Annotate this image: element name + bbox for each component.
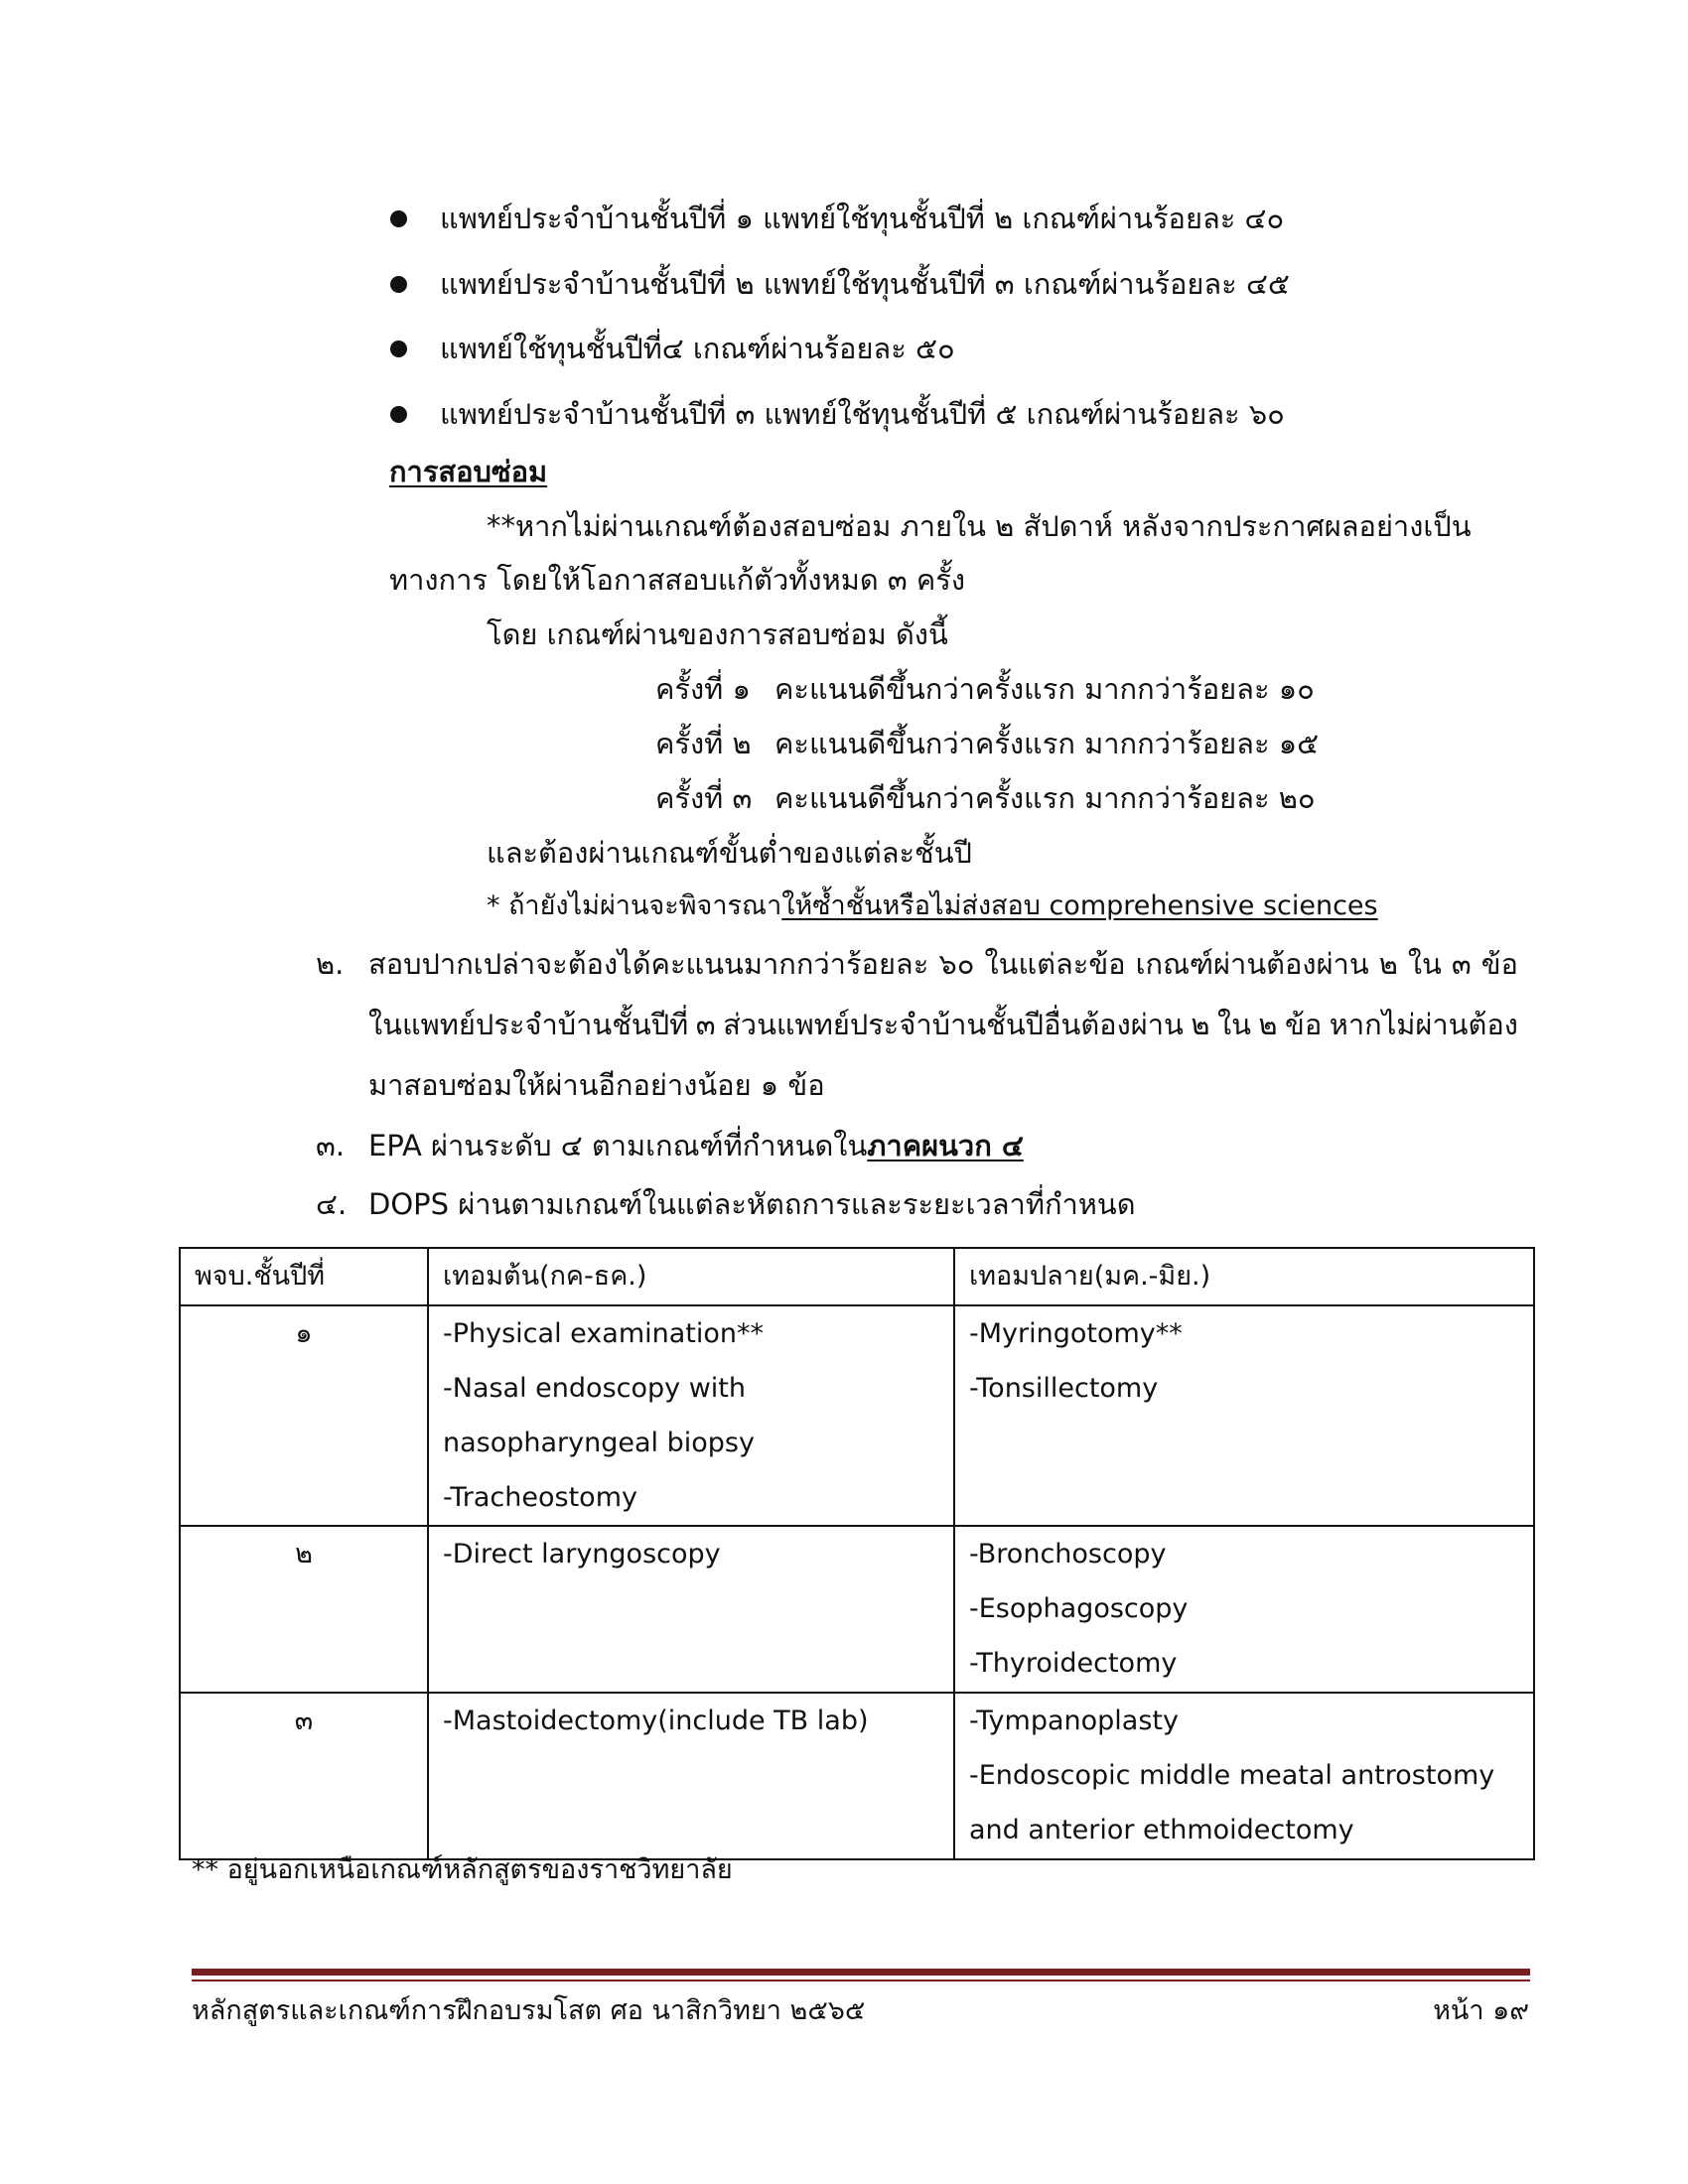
item-2-word: ในแพทย์ประจำบ้านชั้นปีที่ [368,1008,689,1041]
item-2-word: ๖๐ [938,947,975,981]
bullet-dot-icon [390,406,407,423]
item-2-word: ใน [1216,1008,1251,1041]
item-2-word: ข้อ [1480,947,1518,981]
procedure-item: -Physical examination** [443,1318,764,1349]
procedure-item: -Nasal endoscopy with [443,1373,746,1404]
retest-attempt-text: คะแนนดีขึ้นกว่าครั้งแรก มากกว่าร้อยละ ๑๕ [774,727,1320,760]
item-2-line-3: มาสอบซ่อมให้ผ่านอีกอย่างน้อย ๑ ข้อ [368,1068,825,1102]
item-2-word: ๓ [1451,947,1472,981]
item-2-word: ๓ [695,1008,716,1041]
bullet-dot-icon [390,276,407,293]
item-3-body: EPA ผ่านระดับ ๔ ตามเกณฑ์ที่กำหนดใน [368,1129,868,1162]
footer-divider-thin [192,1979,1530,1981]
second-term-cell [954,1693,1534,1859]
retest-attempt-label: ครั้งที่ ๒ [655,727,752,760]
retest-attempt-text: คะแนนดีขึ้นกว่าครั้งแรก มากกว่าร้อยละ ๑๐ [774,672,1315,706]
appendix-4-link[interactable]: ภาคผนวก ๔ [867,1129,1024,1162]
retest-paragraph-line-1: **หากไม่ผ่านเกณฑ์ต้องสอบซ่อม ภายใน ๒ สัปดาห์ หลังจากประกาศผลอย่างเป็น [487,509,1472,543]
footer-title: หลักสูตรและเกณฑ์การฝึกอบรมโสต ศอ นาสิกวิทยา ๒๕๖๕ [192,1995,866,2026]
criteria-bullet-2: แพทย์ประจำบ้านชั้นปีที่ ๒ แพทย์ใช้ทุนชั้นปีที่ ๓ เกณฑ์ผ่านร้อยละ ๔๕ [440,267,1290,301]
retest-attempt-text: คะแนนดีขึ้นกว่าครั้งแรก มากกว่าร้อยละ ๒๐ [774,781,1316,815]
criteria-bullet-3: แพทย์ใช้ทุนชั้นปีที่๔ เกณฑ์ผ่านร้อยละ ๕๐ [440,332,955,365]
year-value: ๓ [294,1706,314,1736]
column-header-year: พจบ.ชั้นปีที่ [180,1248,428,1305]
dops-table [179,1247,1535,1860]
item-2-word: ๒ [1258,1008,1278,1041]
table-row [180,1693,1534,1859]
item-3-text [368,1126,1024,1165]
retest-minimum-line: และต้องผ่านเกณฑ์ขั้นต่ำของแต่ละชั้นปี [487,836,972,870]
item-2-word: ใน [1407,947,1442,981]
year-cell [180,1305,428,1526]
bullet-dot-icon [390,210,407,227]
procedure-item: -Myringotomy** [969,1318,1183,1349]
retest-note [487,887,1378,926]
procedure-item: nasopharyngeal biopsy [443,1428,755,1458]
footer-divider [192,1969,1530,1976]
item-2-word: ๒ [1191,1008,1210,1041]
item-2-word: ๒ [1378,947,1398,981]
item-2-number: ๒. [316,947,345,981]
item-2-word: หากไม่ผ่านต้อง [1329,1008,1518,1041]
procedure-item: -Tonsillectomy [969,1373,1159,1404]
procedure-item: and anterior ethmoidectomy [969,1815,1354,1845]
column-header-second-term: เทอมปลาย(มค.-มิย.) [954,1248,1534,1305]
procedure-item: -Endoscopic middle meatal antrostomy [969,1760,1495,1791]
table-row [180,1526,1534,1693]
procedure-item: -Bronchoscopy [969,1539,1167,1570]
criteria-bullet-1: แพทย์ประจำบ้านชั้นปีที่ ๑ แพทย์ใช้ทุนชั้นปีที่ ๒ เกณฑ์ผ่านร้อยละ ๔๐ [440,202,1285,235]
item-2-word: เกณฑ์ผ่านต้องผ่าน [1135,947,1369,981]
table-footnote: ** อยู่นอกเหนือเกณฑ์หลักสูตรของราชวิทยาลัย [192,1854,733,1885]
procedure-item: -Tympanoplasty [969,1706,1179,1736]
item-2-word: ส่วนแพทย์ประจำบ้านชั้นปีอื่นต้องผ่าน [723,1008,1184,1041]
procedure-item: -Mastoidectomy(include TB lab) [443,1706,869,1736]
year-value: ๑ [295,1318,313,1349]
retest-criteria-intro: โดย เกณฑ์ผ่านของการสอบซ่อม ดังนี้ [487,617,948,651]
footer-page-number: หน้า ๑๙ [1433,1995,1529,2026]
retest-heading: การสอบซ่อม [389,455,548,488]
table-header-row [180,1248,1534,1305]
year-cell [180,1526,428,1693]
item-2-word: ข้อ [1285,1008,1323,1041]
year-cell [180,1693,428,1859]
retest-note-prefix: * ถ้ายังไม่ผ่านจะพิจารณา [487,890,782,921]
retest-attempt-label: ครั้งที่ ๑ [655,672,751,706]
item-2-word: ในแต่ละข้อ [984,947,1126,981]
procedure-item: -Tracheostomy [443,1482,637,1513]
first-term-cell [428,1526,954,1693]
column-header-first-term: เทอมต้น(กค-ธค.) [428,1248,954,1305]
item-2-line-1 [368,944,1518,984]
procedure-item: -Direct laryngoscopy [443,1539,721,1570]
year-value: ๒ [295,1539,313,1570]
table-row [180,1305,1534,1526]
retest-attempt-label: ครั้งที่ ๓ [655,781,753,815]
second-term-cell [954,1305,1534,1526]
procedure-item: -Thyroidectomy [969,1648,1178,1679]
first-term-cell [428,1305,954,1526]
item-3-number: ๓. [316,1129,346,1162]
bullet-dot-icon [390,341,407,357]
second-term-cell [954,1526,1534,1693]
item-2-word: สอบปากเปล่าจะต้องได้คะแนนมากกว่าร้อยละ [368,947,929,981]
item-4-number: ๔. [316,1187,348,1221]
retest-note-underlined: ให้ซ้ำชั้นหรือไม่ส่งสอบ comprehensive sciences [781,890,1378,921]
first-term-cell [428,1693,954,1859]
item-2-line-2 [368,1005,1518,1044]
retest-paragraph-line-2: ทางการ โดยให้โอกาสสอบแก้ตัวทั้งหมด ๓ ครั้ง [389,563,966,597]
criteria-bullet-4: แพทย์ประจำบ้านชั้นปีที่ ๓ แพทย์ใช้ทุนชั้นปีที่ ๕ เกณฑ์ผ่านร้อยละ ๖๐ [440,397,1285,431]
item-4-text: DOPS ผ่านตามเกณฑ์ในแต่ละหัตถการและระยะเวลาที่กำหนด [368,1187,1136,1221]
procedure-item: -Esophagoscopy [969,1593,1189,1624]
